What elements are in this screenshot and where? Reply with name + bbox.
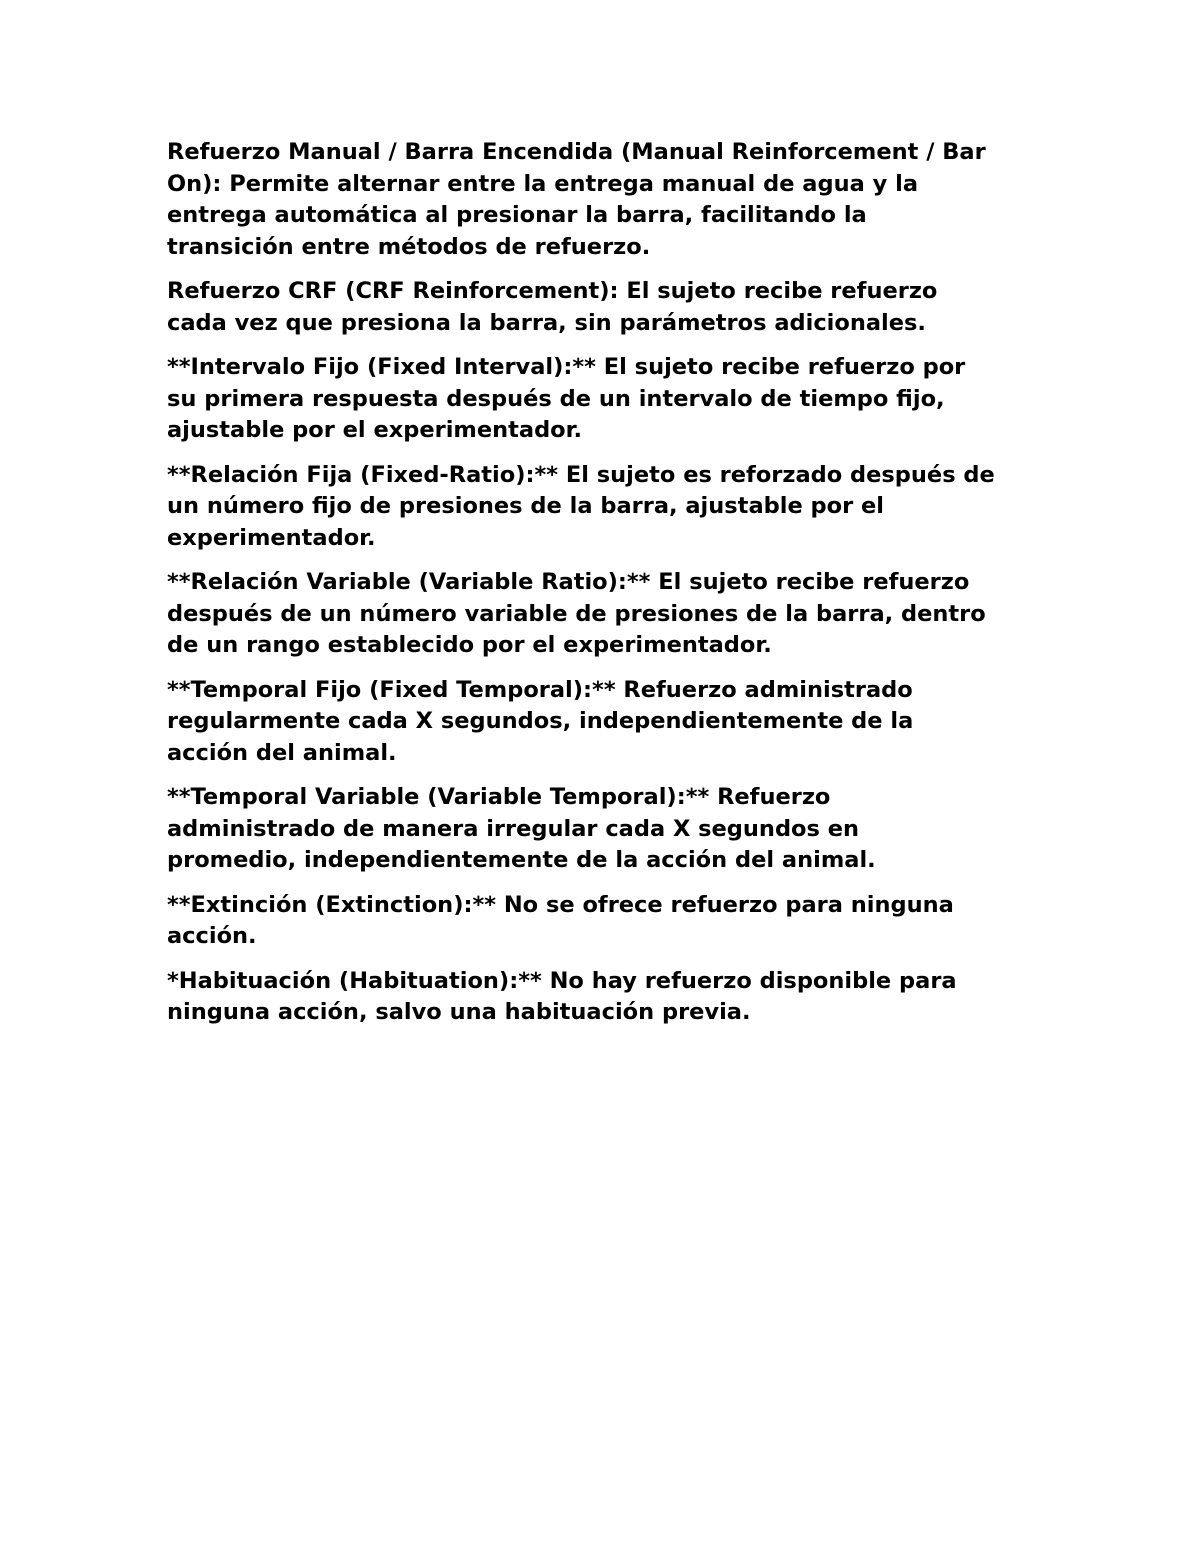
paragraph-crf-reinforcement: Refuerzo CRF (CRF Reinforcement): El sujeto recibe refuerzo cada vez que presiona la barra, sin parámetros adicionales. bbox=[167, 278, 938, 336]
document-body bbox=[167, 137, 1047, 1042]
paragraph-fixed-interval: **Intervalo Fijo (Fixed Interval):** El sujeto recibe refuerzo por su primera respuesta después de un intervalo de tiempo fijo, ajustable por el experimentador. bbox=[167, 354, 966, 443]
paragraph-extinction: **Extinción (Extinction):** No se ofrece refuerzo para ninguna acción. bbox=[167, 891, 954, 949]
paragraph-fixed-temporal: **Temporal Fijo (Fixed Temporal):** Refuerzo administrado regularmente cada X segundos, independientemente de la acción del animal. bbox=[167, 676, 914, 766]
paragraph-manual-reinforcement: Refuerzo Manual / Barra Encendida (Manual Reinforcement / Bar On): Permite alternar entre la entrega manual de agua y la entrega automática al presionar la barra, facilitando la transición entre métodos de refuerzo. bbox=[167, 139, 986, 260]
paragraph-variable-ratio: **Relación Variable (Variable Ratio):** El sujeto recibe refuerzo después de un número variable de presiones de la barra, dentro de un rango establecido por el experimentador. bbox=[167, 569, 986, 658]
paragraph-variable-temporal: **Temporal Variable (Variable Temporal):** Refuerzo administrado de manera irregular cada X segundos en promedio, independientemente de la acción del animal. bbox=[167, 784, 876, 873]
paragraph-fixed-ratio: **Relación Fija (Fixed-Ratio):** El sujeto es reforzado después de un número fijo de presiones de la barra, ajustable por el experimentador. bbox=[167, 461, 995, 551]
paragraph-habituation: *Habituación (Habituation):** No hay refuerzo disponible para ninguna acción, salvo una habituación previa. bbox=[167, 967, 957, 1025]
